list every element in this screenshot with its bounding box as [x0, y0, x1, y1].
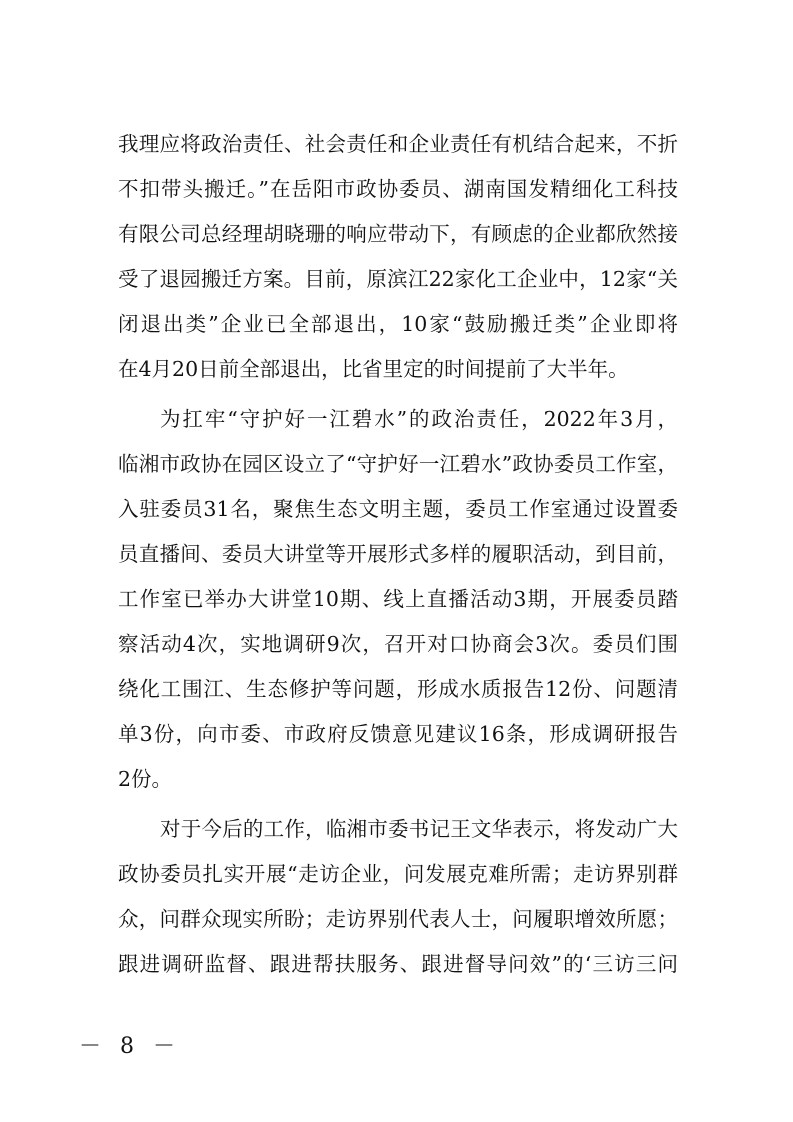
text-line: 临湘市政协在园区设立了“守护好一江碧水”政协委员工作室，	[118, 452, 678, 476]
text-line: 跟进调研监督、跟进帮扶服务、跟进督导问效”的‘三访三问	[118, 952, 678, 976]
text-line: 有限公司总经理胡晓珊的响应带动下，有顾虑的企业都欣然接	[118, 222, 678, 246]
text-line: 不扣带头搬迁。”在岳阳市政协委员、湖南国发精细化工科技	[118, 177, 678, 201]
text-line: 工作室已举办大讲堂10期、线上直播活动3期，开展委员踏	[118, 587, 678, 611]
text-line: 绕化工围江、生态修护等问题，形成水质报告12份、问题清	[118, 677, 678, 701]
text-line: 员直播间、委员大讲堂等开展形式多样的履职活动，到目前，	[118, 542, 678, 566]
text-line: 受了退园搬迁方案。目前，原滨江22家化工企业中，12家“关	[118, 267, 678, 291]
text-line: 为扛牢“守护好一江碧水”的政治责任，2022年3月，	[160, 407, 678, 431]
text-line: 众，问群众现实所盼；走访界别代表人士，问履职增效所愿；	[118, 907, 678, 931]
text-line: 政协委员扎实开展“走访企业，问发展克难所需；走访界别群	[118, 862, 678, 886]
text-line: 闭退出类”企业已全部退出，10家“鼓励搬迁类”企业即将	[118, 312, 678, 336]
text-line: 2份。	[118, 767, 173, 791]
text-line: 对于今后的工作，临湘市委书记王文华表示，将发动广大	[160, 817, 678, 841]
text-line: 在4月20日前全部退出，比省里定的时间提前了大半年。	[118, 357, 629, 381]
page-number: － 8 －	[79, 1034, 181, 1059]
text-line: 我理应将政治责任、社会责任和企业责任有机结合起来，不折	[118, 132, 678, 156]
text-line: 单3份，向市委、市政府反馈意见建议16条，形成调研报告	[118, 722, 678, 746]
text-line: 察活动4次，实地调研9次，召开对口协商会3次。委员们围	[118, 632, 678, 656]
text-line: 入驻委员31名，聚焦生态文明主题，委员工作室通过设置委	[118, 497, 678, 521]
